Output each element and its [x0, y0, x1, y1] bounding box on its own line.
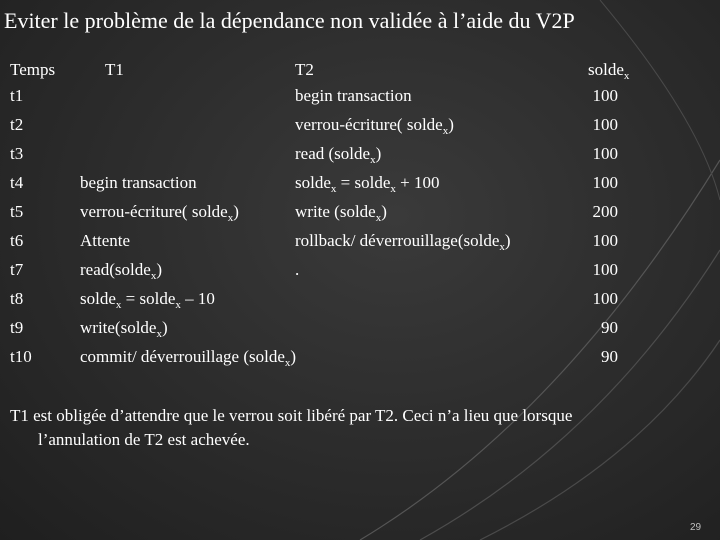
row-time: t3 — [10, 144, 24, 163]
row-solde-value: 90 — [601, 347, 618, 366]
row-time: t5 — [10, 202, 24, 221]
row-solde-value: 100 — [592, 115, 618, 134]
row-t1-action: begin transaction — [80, 173, 197, 192]
row-solde-value: 100 — [592, 144, 618, 163]
note-line-2: l’annulation de T2 est achevée. — [38, 430, 250, 449]
row-t2-action: rollback/ déverrouillage(solde$_x$) — [295, 231, 511, 253]
note-line-1: T1 est obligée d’attendre que le verrou soit libéré par T2. Ceci n’a lieu que lorsque — [10, 406, 573, 425]
page-number: 29 — [690, 522, 702, 533]
row-t2-action: read (solde$_x$) — [295, 144, 382, 166]
header-solde: solde$_x$ — [588, 60, 630, 82]
row-t1-action: write(solde$_x$) — [80, 318, 168, 340]
page-title: Eviter le problème de la dépendance non validée à l’aide du V2P — [4, 8, 575, 33]
row-time: t1 — [10, 86, 24, 105]
row-solde-value: 100 — [592, 173, 618, 192]
row-t2-action: solde$_x$ = solde$_x$ + 100 — [295, 173, 440, 195]
row-time: t9 — [10, 318, 24, 337]
row-t1-action: solde$_x$ = solde$_x$ – 10 — [80, 289, 215, 311]
row-solde-value: 200 — [592, 202, 618, 221]
row-time: t2 — [10, 115, 24, 134]
row-t2-action: verrou-écriture( solde$_x$) — [295, 115, 454, 137]
row-time: t4 — [10, 173, 24, 192]
row-t1-action: commit/ déverrouillage (solde$_x$) — [80, 347, 297, 369]
row-solde-value: 100 — [592, 231, 618, 250]
header-t2: T2 — [295, 60, 314, 79]
row-solde-value: 100 — [592, 86, 618, 105]
row-t1-action: verrou-écriture( solde$_x$) — [80, 202, 239, 224]
row-t2-action: . — [295, 260, 300, 279]
row-time: t10 — [10, 347, 32, 366]
row-solde-value: 100 — [592, 289, 618, 308]
explanation-note — [10, 404, 690, 452]
row-t1-action: read(solde$_x$) — [80, 260, 162, 282]
row-time: t6 — [10, 231, 24, 250]
row-solde-value: 90 — [601, 318, 618, 337]
header-temps: Temps — [10, 60, 56, 79]
row-solde-value: 100 — [592, 260, 618, 279]
row-time: t7 — [10, 260, 24, 279]
row-time: t8 — [10, 289, 24, 308]
row-t2-action: write (solde$_x$) — [295, 202, 387, 224]
row-t1-action: Attente — [80, 231, 131, 250]
header-t1: T1 — [105, 60, 124, 79]
row-t2-action: begin transaction — [295, 86, 412, 105]
